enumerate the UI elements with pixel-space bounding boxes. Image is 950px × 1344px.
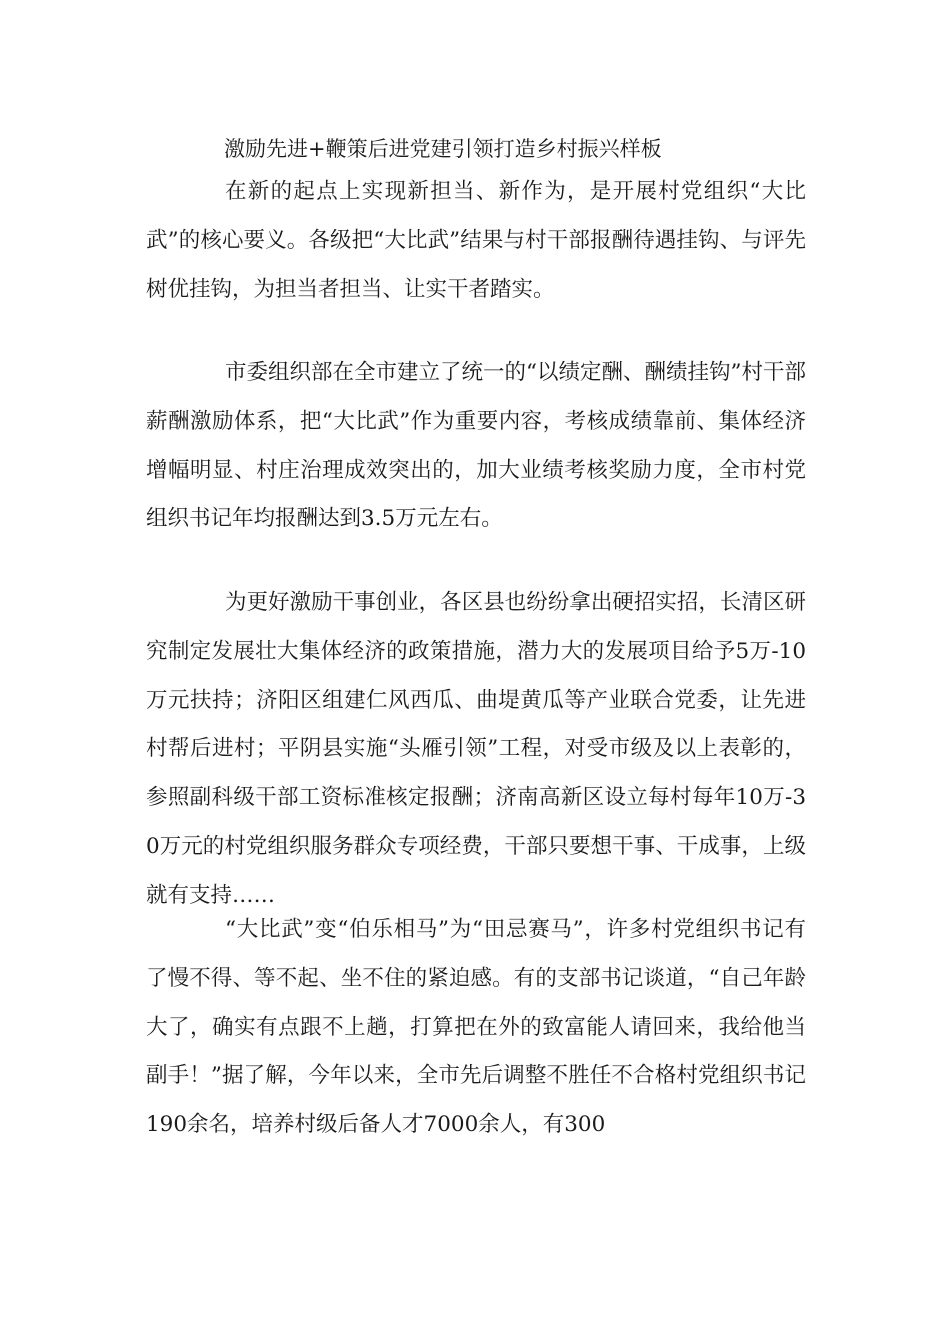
paragraph-1: 在新的起点上实现新担当、新作为，是开展村党组织“大比武”的核心要义。各级把“大比武”结果与村干部报酬待遇挂钩、与评先树优挂钩，为担当者担当、让实干者踏实。 [146, 179, 806, 302]
paragraph-2: 市委组织部在全市建立了统一的“以绩定酬、酬绩挂钩”村干部薪酬激励体系，把“大比武”作为重要内容，考核成绩靠前、集体经济增幅明显、村庄治理成效突出的，加大业绩考核奖励力度，全市村党组织书记年均报酬达到3.5万元左右。 [146, 360, 806, 532]
document-title: 激励先进+鞭策后进党建引领打造乡村振兴样板 [224, 137, 662, 161]
paragraph-4: “大比武”变“伯乐相马”为“田忌赛马”，许多村党组织书记有了慢不得、等不起、坐不住的紧迫感。有的支部书记谈道，“自己年龄大了，确实有点跟不上趟，打算把在外的致富能人请回来，我给他当副手！”据了解，今年以来，全市先后调整不胜任不合格村党组织书记190余名，培养村级后备人才7000余人，有300 [146, 917, 806, 1138]
paragraph-3: 为更好激励干事创业，各区县也纷纷拿出硬招实招，长清区研究制定发展壮大集体经济的政策措施，潜力大的发展项目给予5万-10万元扶持；济阳区组建仁风西瓜、曲堤黄瓜等产业联合党委，让先进村帮后进村；平阴县实施“头雁引领”工程，对受市级及以上表彰的，参照副科级干部工资标准核定报酬；济南高新区设立每村每年10万-30万元的村党组织服务群众专项经费，干部只要想干事、干成事，上级就有支持…… [146, 590, 806, 908]
